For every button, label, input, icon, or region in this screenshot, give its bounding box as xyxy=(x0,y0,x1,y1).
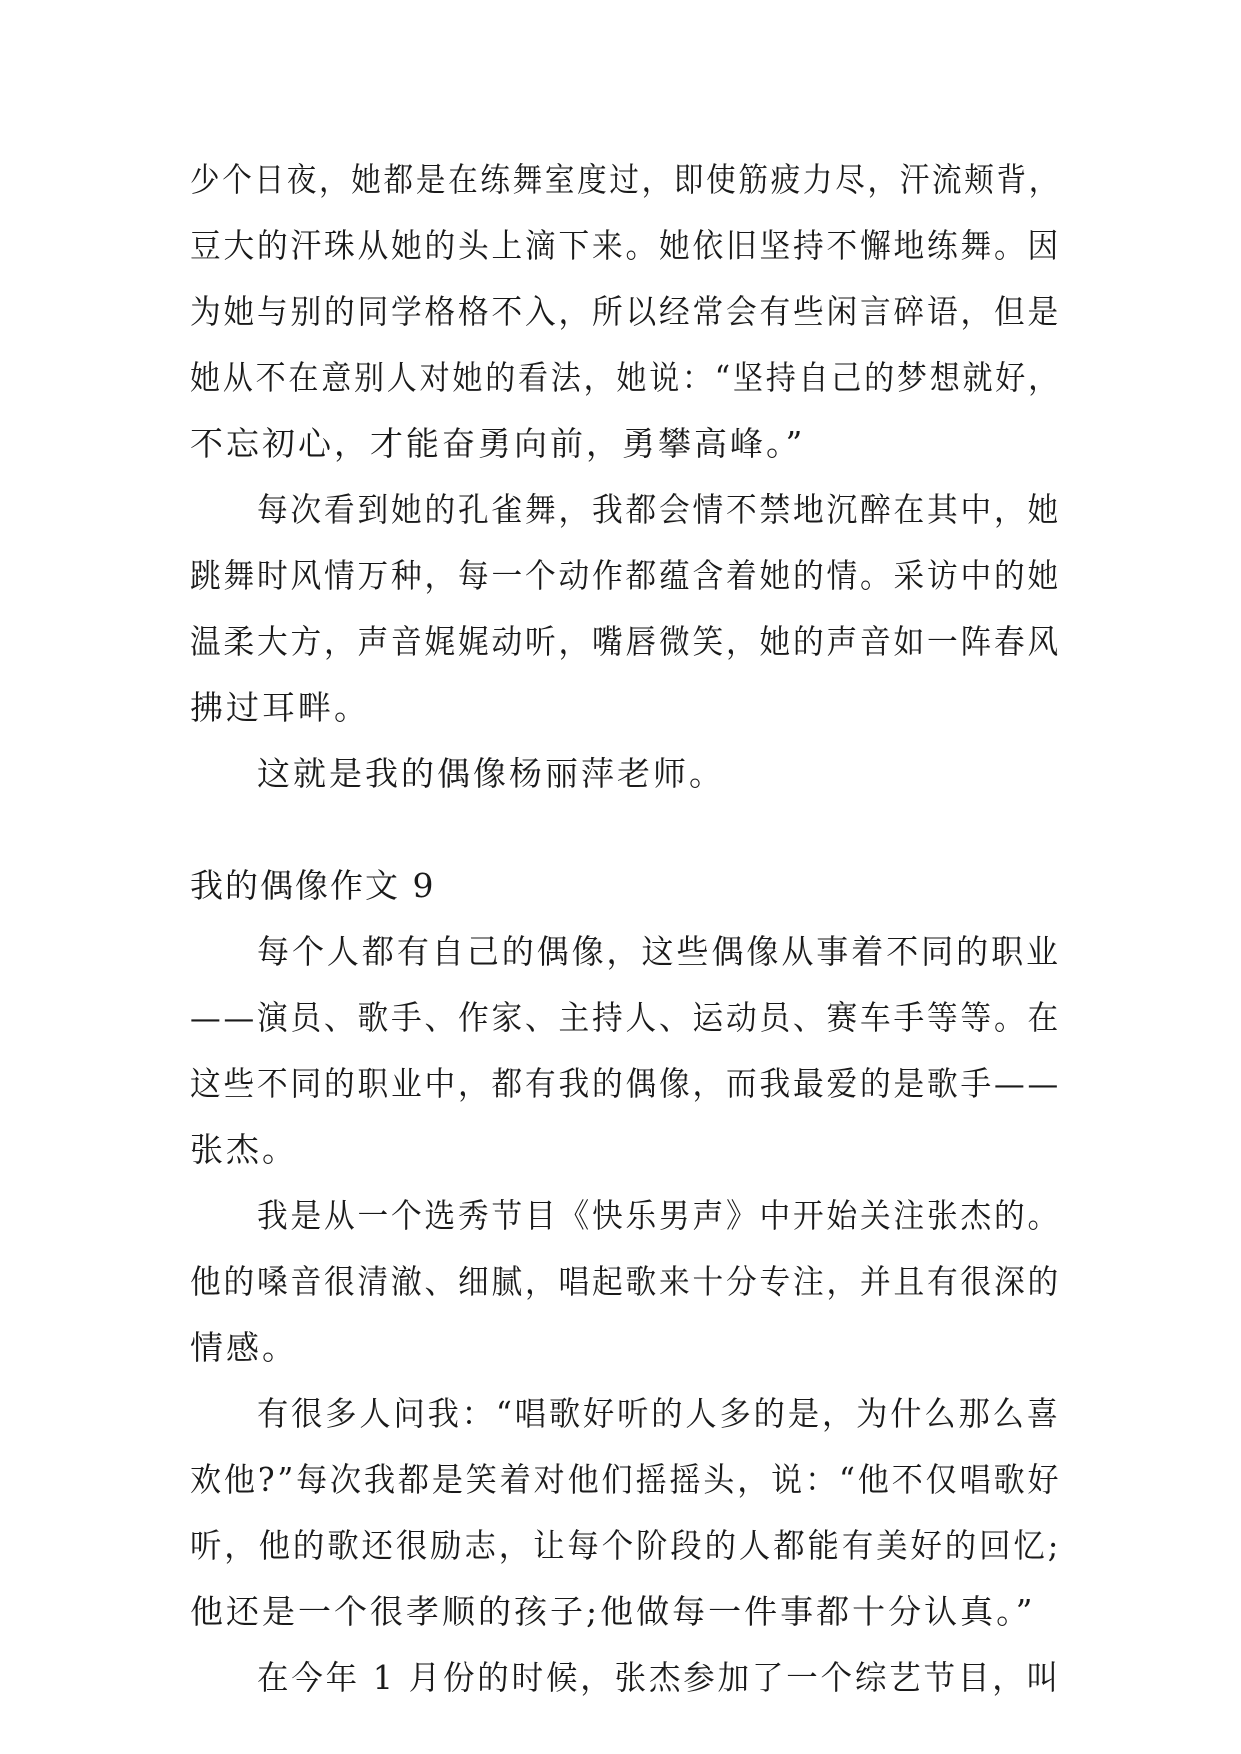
text-line: 少个日夜，她都是在练舞室度过，即使筋疲力尽，汗流颊背， xyxy=(190,160,1062,199)
paragraph-start-line: 有很多人问我：“唱歌好听的人多的是，为什么那么喜 xyxy=(257,1394,1061,1433)
text-line: ——演员、歌手、作家、主持人、运动员、赛车手等等。在 xyxy=(190,998,1062,1037)
paragraph-start-line: 我是从一个选秀节目《快乐男声》中开始关注张杰的。 xyxy=(257,1196,1062,1235)
text-line: 拂过耳畔。 xyxy=(190,688,370,727)
text-line: 为她与别的同学格格不入，所以经常会有些闲言碎语，但是 xyxy=(190,292,1062,331)
paragraph-start-line: 每次看到她的孔雀舞，我都会情不禁地沉醉在其中，她 xyxy=(257,490,1062,529)
text-line: 温柔大方，声音娓娓动听，嘴唇微笑，她的声音如一阵春风 xyxy=(190,622,1062,661)
text-line: 跳舞时风情万种，每一个动作都蕴含着她的情。采访中的她 xyxy=(190,556,1062,595)
text-line: 情感。 xyxy=(190,1328,298,1367)
text-line: 这些不同的职业中，都有我的偶像，而我最爱的是歌手—— xyxy=(190,1064,1062,1103)
text-line: 听，他的歌还很励志，让每个阶段的人都能有美好的回忆; xyxy=(190,1526,1062,1565)
text-line: 欢他?”每次我都是笑着对他们摇摇头，说：“他不仅唱歌好 xyxy=(190,1460,1062,1499)
text-line: 他还是一个很孝顺的孩子;他做每一件事都十分认真。” xyxy=(190,1592,1036,1631)
section-heading: 我的偶像作文 9 xyxy=(190,866,436,905)
paragraph-start-line: 在今年 1 月份的时候，张杰参加了一个综艺节目，叫 xyxy=(257,1658,1061,1697)
text-line: 不忘初心，才能奋勇向前，勇攀高峰。” xyxy=(190,424,806,463)
text-line: 他的嗓音很清澈、细腻，唱起歌来十分专注，并且有很深的 xyxy=(190,1262,1062,1301)
paragraph-start-line: 这就是我的偶像杨丽萍老师。 xyxy=(257,754,725,793)
text-line: 张杰。 xyxy=(190,1130,298,1169)
text-line: 她从不在意别人对她的看法，她说：“坚持自己的梦想就好， xyxy=(190,358,1061,397)
paragraph-start-line: 每个人都有自己的偶像，这些偶像从事着不同的职业 xyxy=(257,932,1061,971)
text-line: 豆大的汗珠从她的头上滴下来。她依旧坚持不懈地练舞。因 xyxy=(190,226,1062,265)
